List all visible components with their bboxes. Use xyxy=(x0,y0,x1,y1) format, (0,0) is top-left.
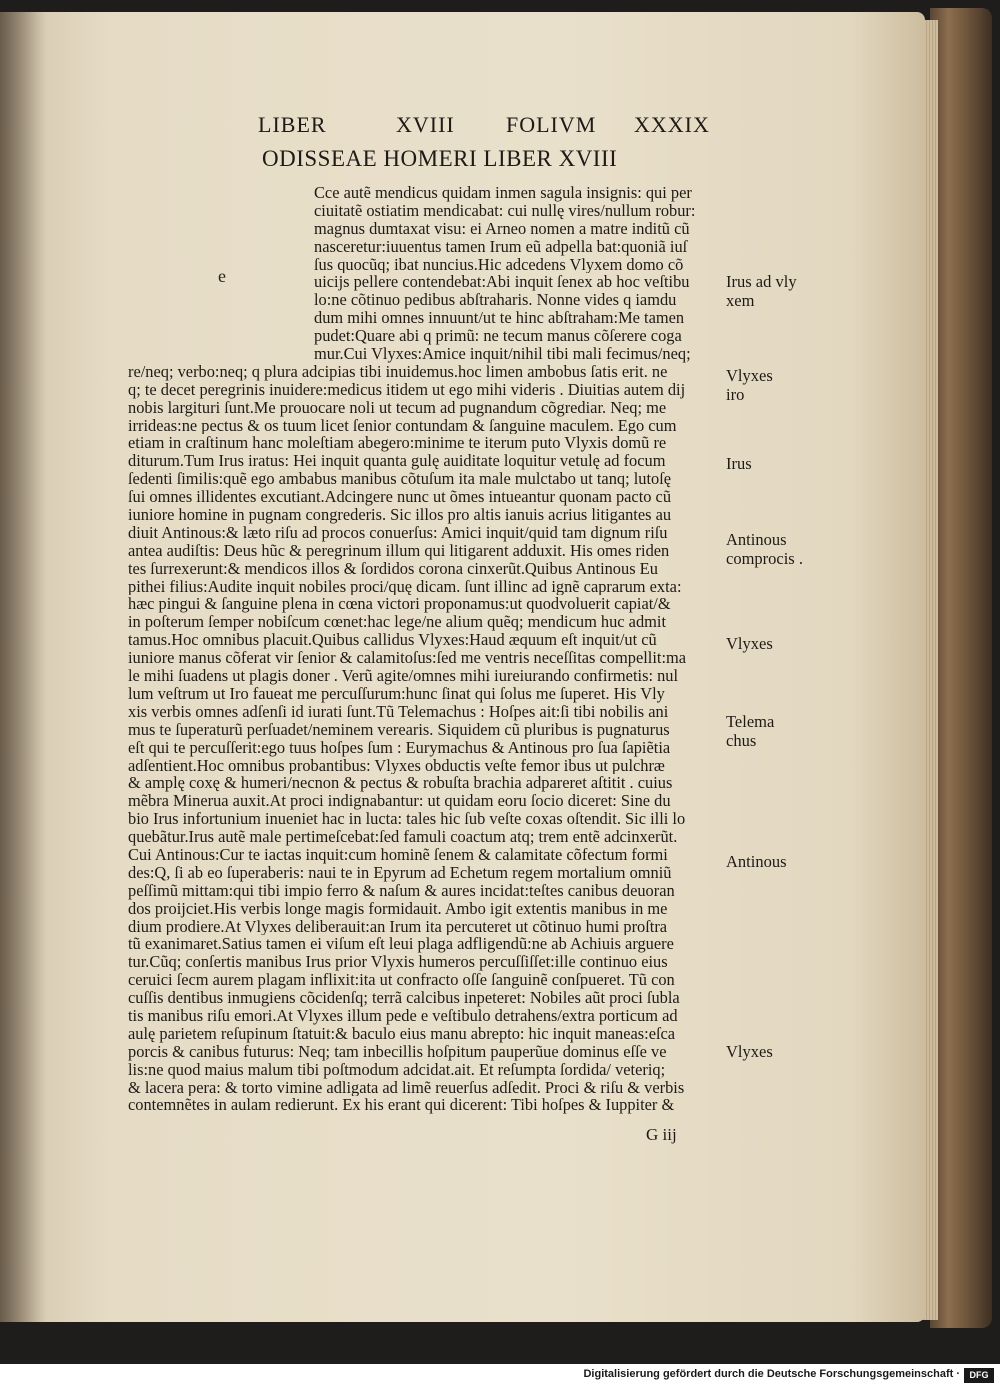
header-folium: FOLIVM xyxy=(506,112,597,137)
text-line: nobis largituri ſunt.Me prouocare noli ut tecum ad pugnandum cõgrediar. Neq; me xyxy=(128,398,667,417)
body-text xyxy=(128,184,718,1114)
digitization-footer xyxy=(0,1364,1000,1388)
text-line: adſentient.Hoc omnibus probantibus: Vlyxes obductis veſte femor ibus ut pulchræ xyxy=(128,756,665,775)
text-line: pithei filius:Audite inquit nobiles proci/quę dicam. ſunt illinc ad ignẽ caprarum exta: xyxy=(128,577,682,596)
text-line: tis manibus riſu emori.At Vlyxes illum pede e veſtibulo detrahens/extra porticum ad xyxy=(128,1006,678,1025)
marginal-note-line: iro xyxy=(726,385,745,404)
book-cover-edge xyxy=(930,8,992,1328)
text-line: mus te ſuperaturũ perſuadet/neminem verearis. Siquidem cũ pluribus is pugnaturus xyxy=(128,720,670,739)
marginal-note-line: comprocis . xyxy=(726,549,803,568)
text-line: cuſſis dentibus inmugiens cõcidenſq; terrã calcibus inpeteret: Nobiles aũt proci ſubla xyxy=(128,989,680,1007)
marginal-note xyxy=(726,852,787,871)
marginal-note-line: chus xyxy=(726,731,757,750)
marginal-note xyxy=(726,366,773,404)
text-line: q; te decet peregrinis inuidere:medicus itidem ut ego mihi videris . Diuitias autem dij xyxy=(128,380,686,399)
marginal-note-line: Vlyxes xyxy=(726,1042,773,1061)
text-line: magnus dumtaxat visu: ei Arneo nomen a matre inditũ cũ xyxy=(314,219,690,238)
text-line: Cce autẽ mendicus quidam inmen sagula insignis: qui per xyxy=(314,184,692,202)
text-line: des:Q, ſi ab eo ſuperaberis: naui te in Epyrum ad Echetum regem mortalium omniũ xyxy=(128,863,672,882)
text-line: Cui Antinous:Cur te iactas inquit:cum hominẽ ſenem & calamitate cõfectum formi xyxy=(128,845,668,864)
marginal-note-line: xem xyxy=(726,291,755,310)
marginal-note xyxy=(726,530,803,568)
text-line: dium prodiere.At Vlyxes deliberauit:an Irum ita percuteret ut cõtinuo humi proſtra xyxy=(128,917,668,936)
text-line: tamus.Hoc omnibus placuit.Quibus callidus Vlyxes:Haud æquum eſt inquit/ut cũ xyxy=(128,631,657,650)
text-line: ſus quocũq; ibat nuncius.Hic adcedens Vlyxem domo cõ xyxy=(314,255,684,274)
chapter-title: ODISSEAE HOMERI LIBER XVIII xyxy=(262,146,618,171)
text-line: tes ſurrexerunt:& mendicos illos & ſordidos corona cinxerũt.Quibus Antinous Eu xyxy=(128,559,658,578)
text-line: aulę parietem reſupinum ſtatuit:& baculo eius manu abrepto: hic inquit maneas:eſca xyxy=(128,1024,676,1043)
text-line: hæc pingui & ſanguine plena in cœna victori proponamus:ut quodvoluerit capiat/& xyxy=(128,595,671,614)
text-line: le mihi ſuadens ut plagis doner . Verũ agite/omnes mihi iureiurando confirmetis: nul xyxy=(128,667,679,685)
dfg-logo: DFG xyxy=(964,1368,994,1383)
stray-mark: e xyxy=(218,266,226,286)
marginal-note-line: Telema xyxy=(726,712,775,731)
text-line: nasceretur:iuuentus tamen Irum eũ adpella bat:quoniã iuſ xyxy=(314,237,688,256)
text-line: diuit Antinous:& læto riſu ad procos conuerſus: Amici inquit/quid tam dignum riſu xyxy=(128,523,668,542)
header-folio-number: XXXIX xyxy=(634,112,710,137)
text-line: & amplę coxę & humeri/necnon & pectus & robuſta brachia adpareret aſtitit . cuius xyxy=(128,774,673,793)
marginal-note-line: Irus ad vly xyxy=(726,272,797,291)
text-line: dum mihi omnes innuunt/ut te hinc abſtraham:Me tamen xyxy=(314,309,685,328)
marginal-note-line: Antinous xyxy=(726,852,787,871)
text-line: antea audiſtis: Deus hũc & peregrinum illum qui litigarent adduxit. His omes riden xyxy=(128,541,670,560)
text-line: porcis & canibus futurus: Neq; tam inbecillis hoſpitum pauperũue dominus eſſe ve xyxy=(128,1042,667,1061)
marginal-note xyxy=(726,634,773,653)
text-line: xis verbis omnes adſenſi id iurati ſunt.Tũ Telemachus : Hoſpes ait:ſi tibi nobilis ani xyxy=(128,702,669,721)
text-line: contemnẽtes in aulam redierunt. Ex his erant qui dicerent: Tibi hoſpes & Iuppiter & xyxy=(128,1096,675,1115)
text-line: lum veſtrum ut Iro faueat me percuſſurum:hunc ſinat qui ſolus me ſuperet. His Vly xyxy=(128,684,665,703)
text-line: peſſimũ mittam:qui tibi impio ferro & naſum & aures incidat:teſtes canibus deuoran xyxy=(128,881,675,900)
marginal-note-line: Antinous xyxy=(726,530,787,549)
text-line: irrideas:ne pectus & os tuum licet ſenior contundam & ſanguine maculem. Ego cum xyxy=(128,416,677,435)
text-line: dos proijciet.His verbis longe magis formidauit. Ambo igit extentis manibus in me xyxy=(128,899,668,918)
text-line: ceruici ſecm aurem plagam inflixit:ita ut confracto oſſe ſanguinẽ conſpueret. Tũ con xyxy=(128,971,675,990)
text-line: eſt qui te percuſſerit:ego tuus hoſpes ſum : Eurymachus & Antinous pro ſua ſapiẽtia xyxy=(128,738,671,757)
text-line: mẽbra Minerua auxit.At proci indignabantur: ut quidam eoru ſocio diceret: Sine du xyxy=(128,792,671,811)
text-line: re/neq; verbo:neq; q plura adcipias tibi inuidemus.hoc limen ambobus ſatis erit. ne xyxy=(128,362,668,381)
text-line: tur.Cũq; conſertis manibus Irus prior Vlyxis humeros percuſſiſſet:ille continuo eius xyxy=(128,953,668,972)
text-line: lo:ne cõtinuo pedibus abſtraharis. Nonne vides q iamdu xyxy=(314,291,677,310)
text-line: in poſterum ſemper nobiſcum cœnet:hac lege/ne alium quẽq; mendicum huc admit xyxy=(128,613,667,632)
footer-credit: Digitalisierung gefördert durch die Deutsche Forschungsgemeinschaft · xyxy=(583,1368,960,1380)
marginal-note-line: Vlyxes xyxy=(726,366,773,385)
text-line: diturum.Tum Irus iratus: Hei inquit quanta gulę auiditate loquitur vetulę ad focum xyxy=(128,452,666,471)
marginal-note-line: Vlyxes xyxy=(726,634,773,653)
text-line: uicijs pellere contendebat:Abi inquit ſenex ab hoc veſtibu xyxy=(314,273,690,292)
text-line: ſui omnes illidentes excutiant.Adcingere nunc ut õmes intueantur quonam pacto cũ xyxy=(128,488,672,507)
marginal-note xyxy=(726,712,774,750)
text-line: iuniore manus cõferat vir ſenior & calamitoſus:ſed me ventris neceſſitas compellit:ma xyxy=(128,649,687,668)
text-line: quebãtur.Irus autẽ male pertimeſcebat:ſed famuli coactum atq; trem entẽ adcinxerũt. xyxy=(128,828,678,846)
text-line: ſedenti ſimilis:quẽ ego ambabus manibus cõtuſum ita male mulctabo ut tanq; lutoſę xyxy=(128,470,672,489)
marginal-note xyxy=(726,272,797,310)
text-line: etiam in craſtinum hanc moleſtiam abegero:minime te iterum puto Vlyxis domũ re xyxy=(128,434,667,453)
header-book-number: XVIII xyxy=(396,112,455,137)
text-line: iuniore homine in pugnam congrederis. Sic illos pro altis ianuis acrius litigantes au xyxy=(128,506,672,524)
text-line: bio Irus infortunium inueniet hac in lucta: tales hic ſub veſte coxas oſtendit. Sic illi lo xyxy=(128,810,686,829)
text-line: mur.Cui Vlyxes:Amice inquit/nihil tibi mali fecimus/neq; xyxy=(314,345,691,363)
text-line: & lacera pera: & torto vimine adligata ad limẽ reuerſus adſedit. Proci & riſu & verbis xyxy=(128,1078,685,1097)
text-line: tũ exanimaret.Satius tamen ei viſum eſt leui plaga adfligendũ:ne ab Achiuis arguere xyxy=(128,935,674,954)
marginal-note xyxy=(726,1042,773,1061)
marginal-note-line: Irus xyxy=(726,454,752,473)
gutter-shadow xyxy=(0,12,46,1322)
text-line: ciuitatẽ ostiatim mendicabat: cui nullę vires/nullum robur: xyxy=(314,201,696,220)
signature-mark: G iij xyxy=(646,1125,677,1144)
text-line: lis:ne quod maius malum tibi poſtmodum adcidat.ait. Et reſumpta ſordida/ veteriq; xyxy=(128,1060,666,1079)
header-liber: LIBER xyxy=(258,112,327,137)
marginal-note xyxy=(726,454,752,473)
text-line: pudet:Quare abi q primũ: ne tecum manus cõſerere coga xyxy=(314,327,682,346)
